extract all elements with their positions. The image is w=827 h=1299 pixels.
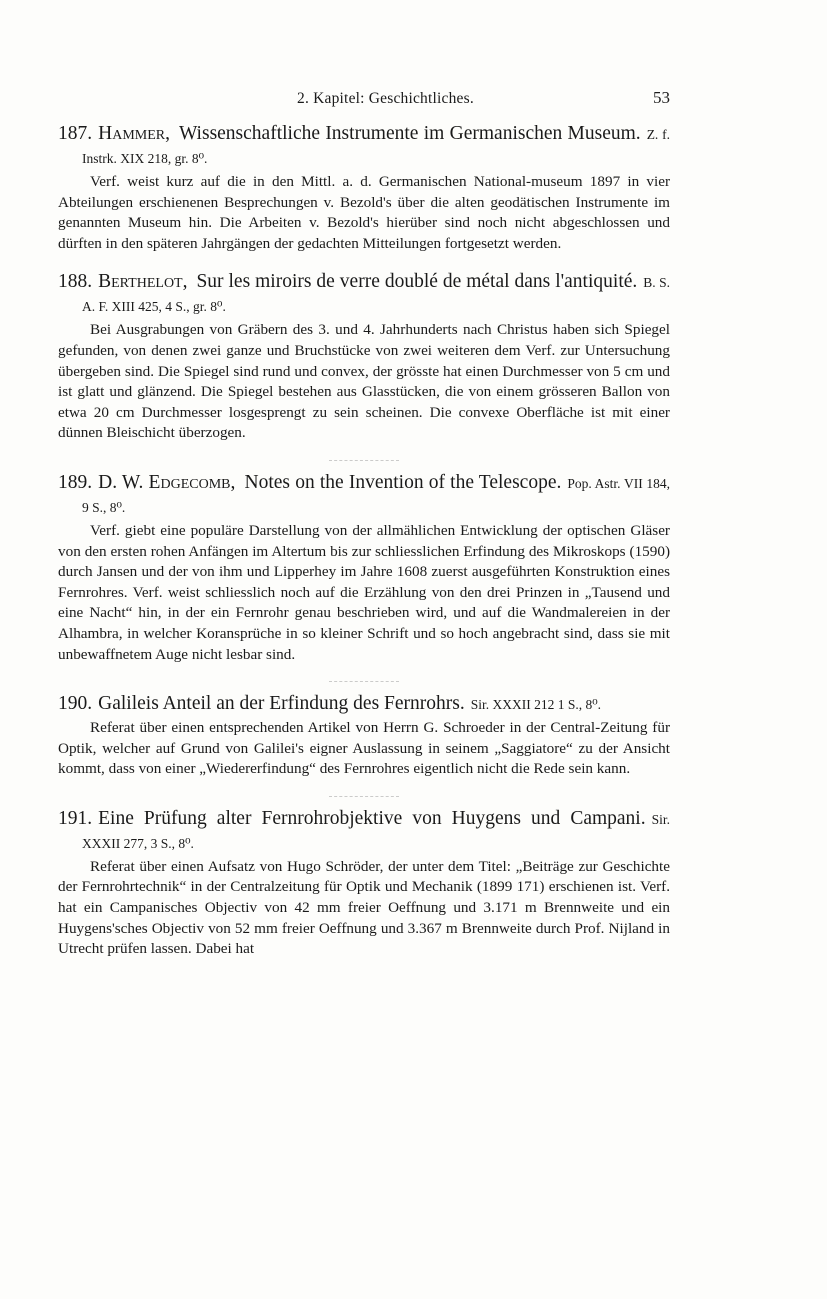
running-head <box>58 88 670 108</box>
separator <box>329 460 399 461</box>
entry-title: Notes on the Invention of the Telescope. <box>244 471 562 493</box>
entry-title: Eine Prüfung alter Fernrohrobjektive von Huygens und Campani. <box>98 807 646 829</box>
entry-heading <box>58 471 670 519</box>
entry-187 <box>58 122 670 254</box>
entry-number: 187. <box>58 123 93 144</box>
chapter-title: 2. Kapitel: Geschichtliches. <box>297 90 474 107</box>
entry-heading <box>58 122 670 170</box>
entry-author: Berthelot, <box>98 271 188 293</box>
entry-title: Sur les miroirs de verre doublé de métal dans l'antiquité. <box>196 271 638 293</box>
entry-heading <box>58 692 670 716</box>
separator <box>329 796 399 797</box>
entry-title: Galileis Anteil an der Erfindung des Fernrohrs. <box>98 693 465 715</box>
separator <box>329 681 399 682</box>
entry-heading <box>58 807 670 855</box>
entry-reference: Z. f. Instrk. XIX 218, gr. 8⁰. <box>82 127 670 166</box>
entry-reference: Pop. Astr. VII 184, 9 S., 8⁰. <box>82 475 671 515</box>
entry-191 <box>58 807 670 960</box>
entry-reference: Sir. XXXII 212 1 S., 8⁰. <box>470 697 602 713</box>
entry-189 <box>58 471 670 665</box>
page-number: 53 <box>653 88 670 107</box>
entry-author: Hammer, <box>98 123 170 144</box>
entry-190 <box>58 692 670 780</box>
entry-body: Referat über einen entsprechenden Artikel von Herrn G. Schroeder in der Central-Zeitung für Optik, welcher auf Grund von Galilei's eigner Auslassung in seinem „Saggiatore“ zu der Ansicht kommt, dass von einer „Wiedererfindung“ des Fernrohres eigentlich nicht die Rede sein kann. <box>58 719 670 778</box>
entry-body: Verf. giebt eine populäre Darstellung von der allmählichen Entwicklung der optischen Gläser von den ersten rohen Anfängen im Altertum bis zur schliesslichen Erfindung des Mikroskops (1590) durch Jansen und der von ihm und Lipperhey im Jahre 1608 zuerst ausgeführten Konstruktion eines Fernrohres. Verf. weist schliesslich noch auf die Erzählung von den drei Prinzen in „Tausend und eine Nacht“ hin, in der ein Fernrohr genau beschrieben wird, und auf die Wandmalereien in der Alhambra, in welcher Koransprüche in so kleiner Schrift und so hoch angebracht sind, dass sie mit unbewaffnetem Auge nicht lesbar sind. <box>58 521 670 663</box>
entry-reference: Sir. XXXII 277, 3 S., 8⁰. <box>82 811 670 851</box>
entry-number: 190. <box>58 693 93 715</box>
entry-number: 191. <box>58 807 93 829</box>
entry-188 <box>58 270 670 444</box>
entry-body: Bei Ausgrabungen von Gräbern des 3. und 4. Jahrhunderts nach Christus haben sich Spiegel gefunden, von denen zwei ganze und Bruchstücke von zwei weiteren dem Verf. zur Untersuchung übergeben sind. Die Spiegel sind rund und convex, der grösste hat einen Durchmesser von 5 cm und ist glatt und glänzend. Die Spiegel bestehen aus Glasstücken, die von einem grösseren Ballon von etwa 20 cm Durchmesser losgesprengt zu sein scheinen. Die convexe Oberfläche ist mit einer dünnen Bleischicht überzogen. <box>58 321 670 442</box>
entry-title: Wissenschaftliche Instrumente im Germanischen Museum. <box>178 123 641 144</box>
entry-body: Referat über einen Aufsatz von Hugo Schröder, der unter dem Titel: „Beiträge zur Geschichte der Fernrohrtechnik“ in der Centralzeitung für Optik und Mechanik (1899 171) erschienen ist. Verf. hat ein Campanisches Objectiv von 42 mm freier Oeffnung und 3.171 m Brennweite und ein Huygens'sches Objectiv von 52 mm freier Oeffnung und 3.367 m Brennweite durch Prof. Nijland in Utrecht prüfen lassen. Dabei hat <box>58 857 670 958</box>
entry-number: 189. <box>58 471 93 493</box>
entry-body: Verf. weist kurz auf die in den Mittl. a. d. Germanischen National-museum 1897 in vier Abteilungen erschienenen Besprechungen v. Bezold's über die alten geodätischen Instrumente im genannten Museum hin. Die Arbeiten v. Bezold's hierüber sind noch nicht abgeschlossen und dürften in den späteren Jahrgängen der gedachten Mitteilungen fortgesetzt werden. <box>58 173 670 252</box>
entry-heading <box>58 270 670 318</box>
entry-reference: B. S. A. F. XIII 425, 4 S., gr. 8⁰. <box>82 275 670 315</box>
document-page <box>58 88 670 976</box>
entry-number: 188. <box>58 271 93 293</box>
entry-author: D. W. Edgecomb, <box>98 471 236 493</box>
